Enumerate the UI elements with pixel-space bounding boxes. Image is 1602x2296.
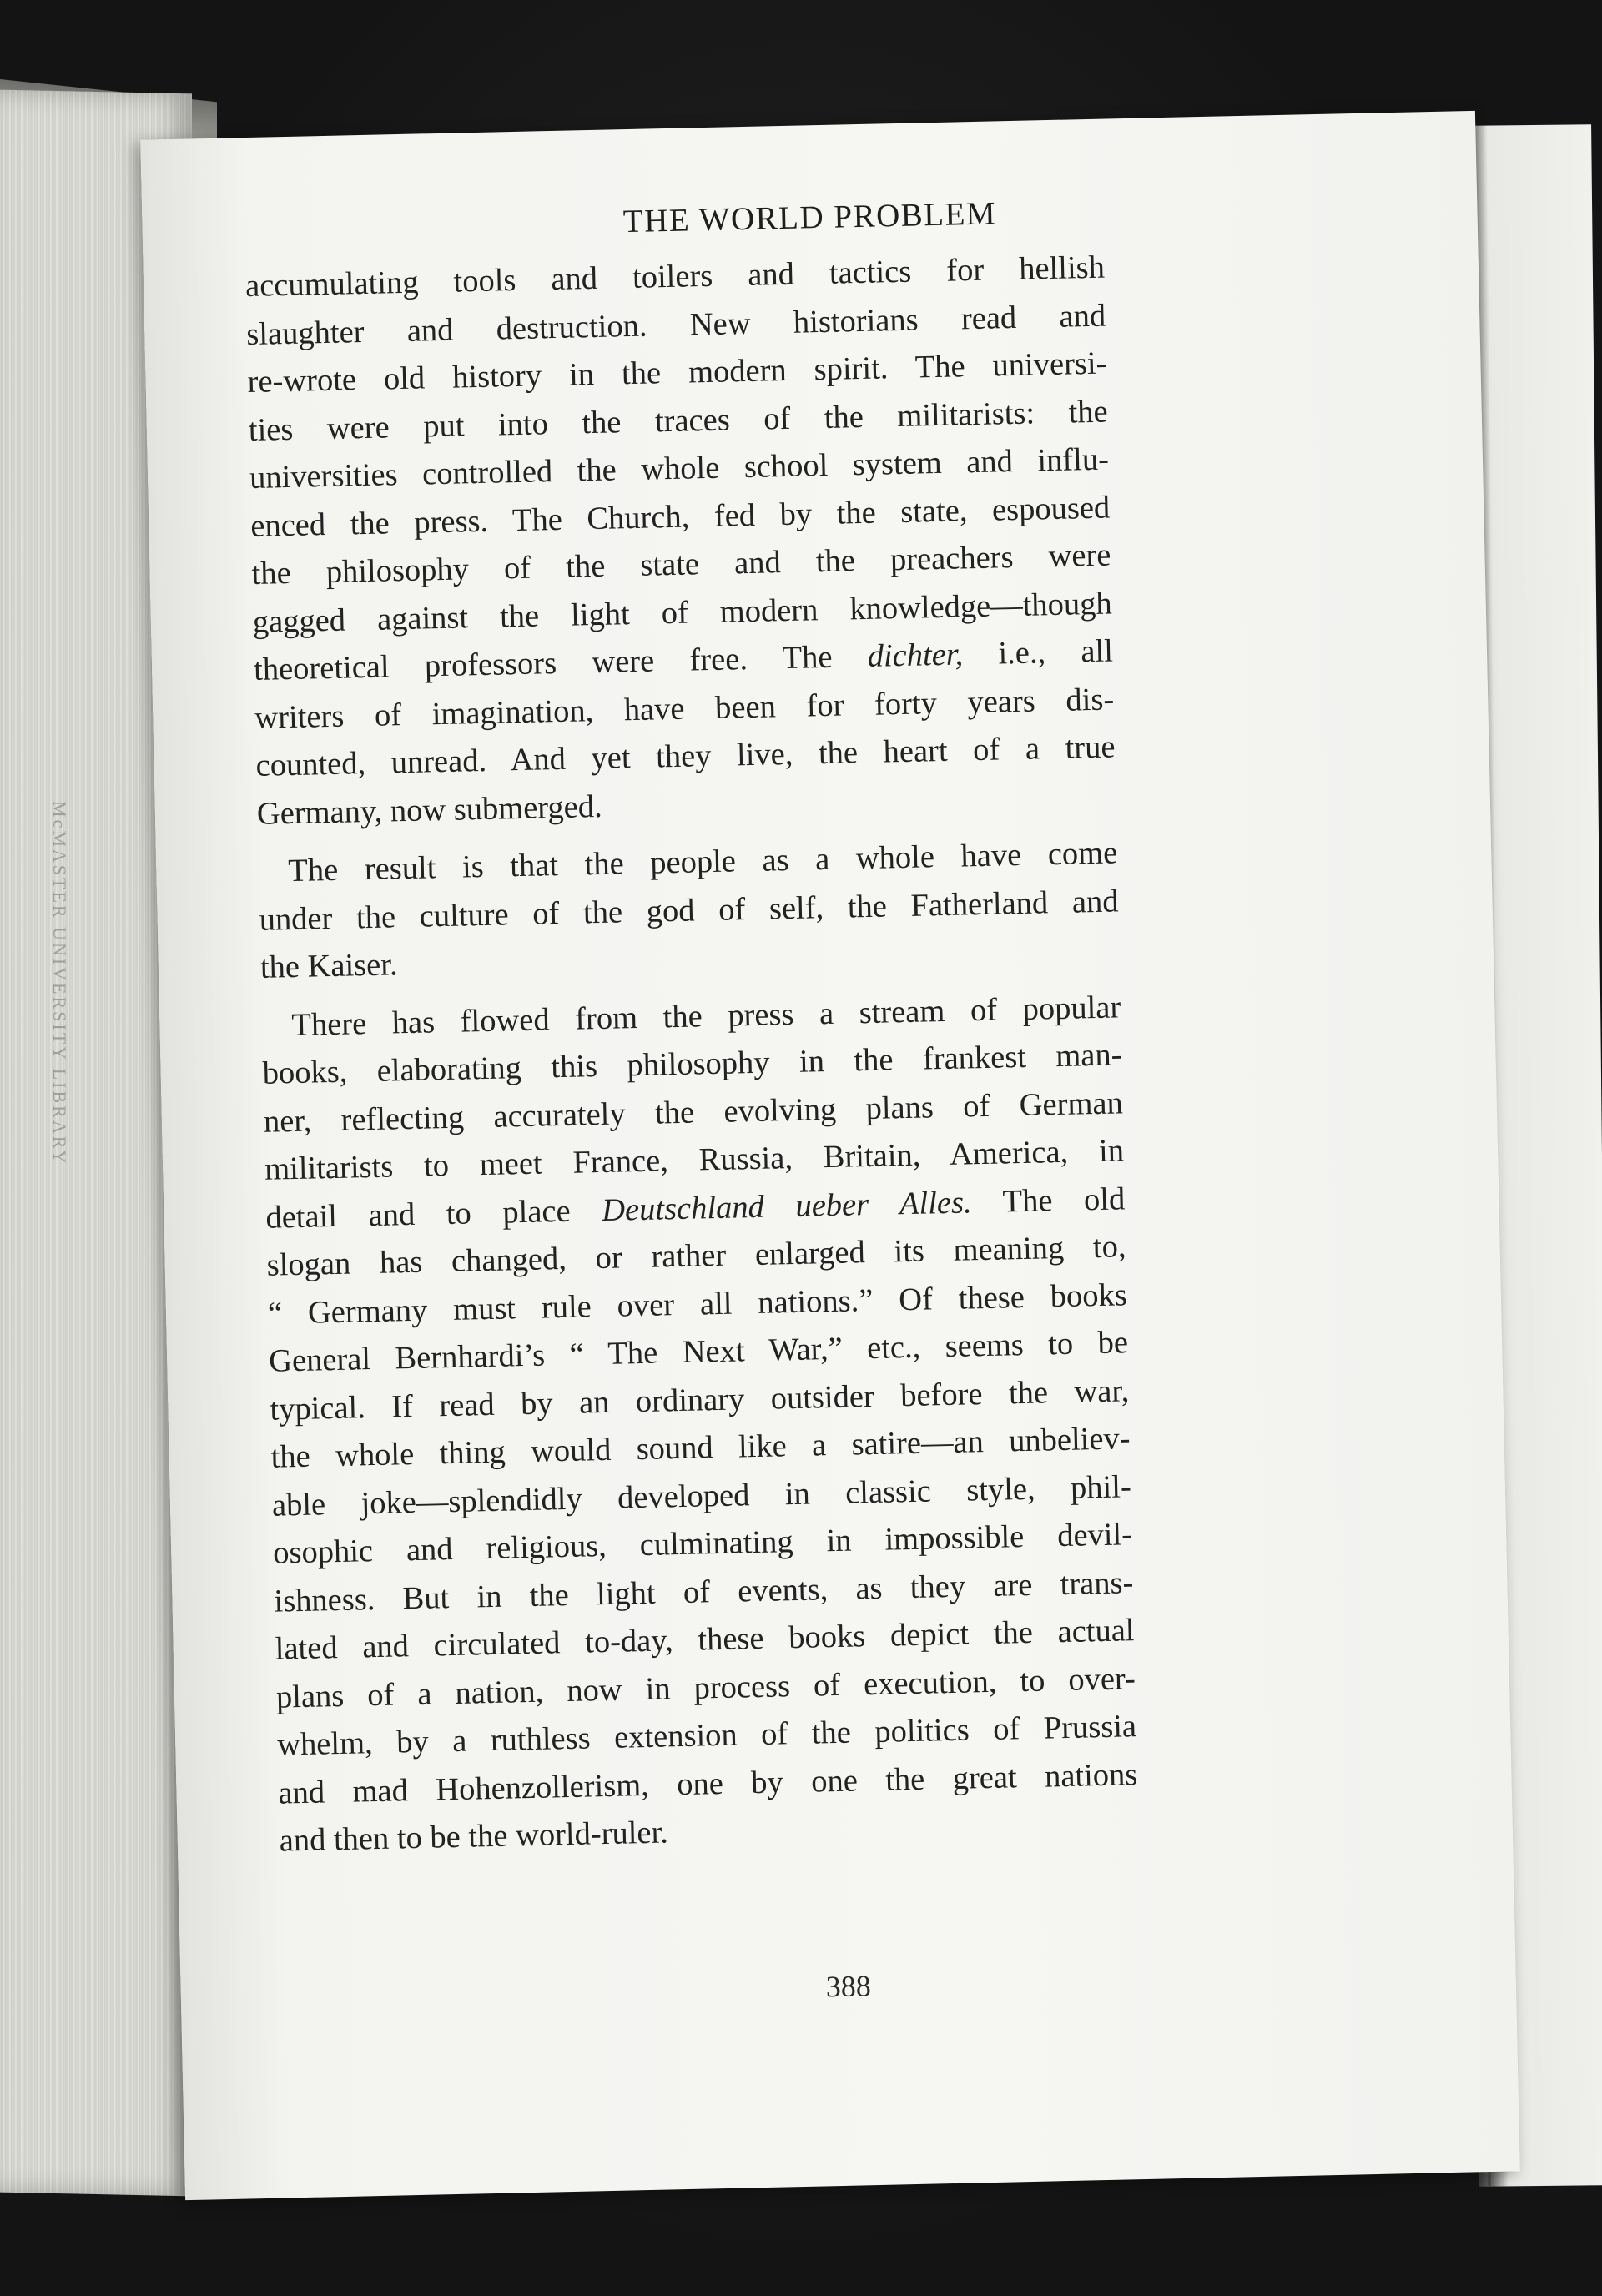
text-line: re-wrote old history in the modern spirit. The universi- xyxy=(247,345,1107,400)
text-line: accumulating tools and toilers and tactics for hellish xyxy=(244,249,1106,305)
text-line: ties were put into the traces of the militarists: the xyxy=(248,394,1109,448)
text-line: theoretical professors were free. The dichter, i.e., all xyxy=(253,633,1114,687)
paragraph xyxy=(261,984,1139,1866)
text-line: General Bernhardi’s “ The Next War,” etc., seems to be xyxy=(268,1325,1129,1379)
body-text xyxy=(244,244,1139,1866)
text-line: ishness. But in the light of events, as they are trans- xyxy=(274,1564,1134,1619)
text-line: and mad Hohenzollerism, one by one the great nations xyxy=(278,1756,1138,1811)
text-line: osophic and religious, culminating in impossible devil- xyxy=(272,1517,1133,1571)
text-line: the philosophy of the state and the preachers were xyxy=(251,537,1111,592)
text-line: There has flowed from the press a stream of popular xyxy=(290,989,1121,1043)
text-line: able joke—splendidly developed in classic style, phil- xyxy=(271,1468,1132,1523)
text-line: ner, reflecting accurately the evolving plans of German xyxy=(263,1085,1124,1140)
text-line: counted, unread. And yet they live, the heart of a true xyxy=(255,729,1116,783)
text-line: lated and circulated to-day, these books depict the actual xyxy=(275,1613,1135,1667)
text-line: enced the press. The Church, fed by the state, espoused xyxy=(249,490,1111,544)
text-line: slogan has changed, or rather enlarged its meaning to, xyxy=(266,1229,1126,1283)
text-line: books, elaborating this philosophy in the frankest man- xyxy=(262,1037,1122,1091)
text-line: writers of imagination, have been for forty years dis- xyxy=(254,681,1115,736)
text-line: militarists to meet France, Russia, Britain, America, in xyxy=(264,1133,1125,1187)
text-line: “ Germany must rule over all nations.” Of these books xyxy=(267,1276,1128,1332)
text-line: plans of a nation, now in process of execution, to over- xyxy=(275,1660,1136,1715)
text-line: typical. If read by an ordinary outsider before the war, xyxy=(270,1372,1130,1427)
text-line: under the culture of the god of self, the Fatherland and xyxy=(259,883,1119,938)
page-number: 388 xyxy=(825,1969,872,2004)
text-line: universities controlled the whole school system and influ- xyxy=(249,441,1110,496)
text-line: detail and to place Deutschland ueber Alles. The old xyxy=(265,1181,1126,1236)
text-line: whelm, by a ruthless extension of the politics of Prussia xyxy=(276,1709,1137,1763)
text-line: gagged against the light of modern knowledge—though xyxy=(252,585,1113,640)
text-line: the Kaiser. xyxy=(259,947,398,985)
paragraph xyxy=(244,244,1116,838)
text-line: Germany, now submerged. xyxy=(256,788,603,832)
text-line: slaughter and destruction. New historians read and xyxy=(245,298,1106,352)
text-line: the whole thing would sound like a satire—an unbeliev- xyxy=(270,1421,1131,1475)
page-content xyxy=(140,111,1520,2200)
paragraph xyxy=(258,829,1121,992)
text-line: The result is that the people as a whole have come xyxy=(287,835,1118,889)
library-stamp-text: McMASTER UNIVERSITY LIBRARY xyxy=(49,801,70,1166)
running-head: THE WORLD PROBLEM xyxy=(622,195,997,240)
text-line: and then to be the world-ruler. xyxy=(279,1815,669,1859)
